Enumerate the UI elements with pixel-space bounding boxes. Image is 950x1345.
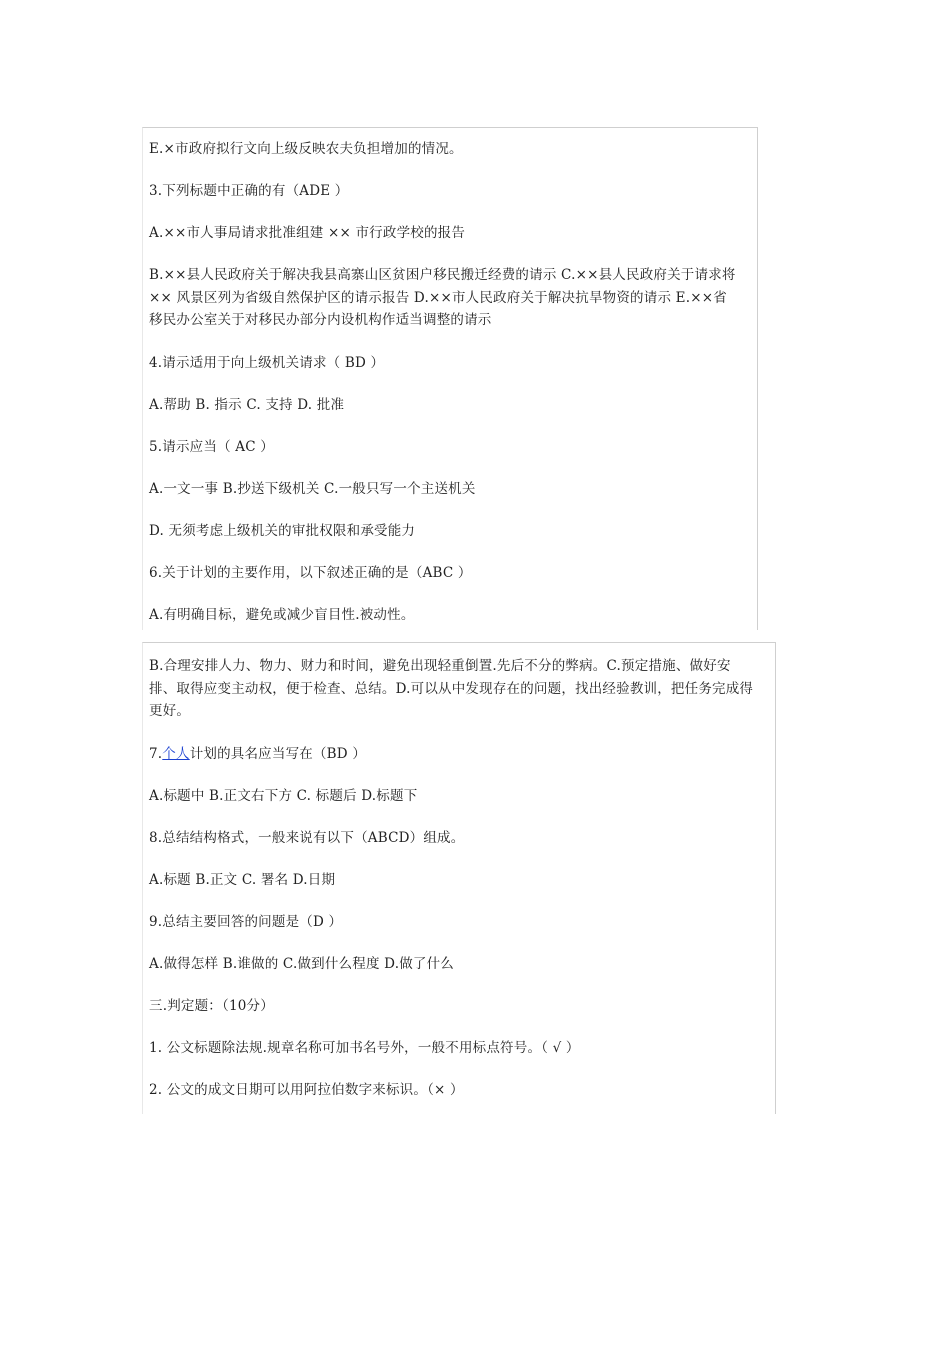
option-paragraph: B.××县人民政府关于解决我县高寨山区贫困户移民搬迁经费的请示 C.××县人民政府关于请求将×× 风景区列为省级自然保护区的请示报告 D.××市人民政府关于解决抗旱物资的请示 E.××省移民办公室关于对移民办部分内设机构作适当调整的请示 (149, 267, 736, 328)
document-panel-2 (142, 642, 776, 1114)
option-paragraph: B.合理安排人力、物力、财力和时间，避免出现轻重倒置.先后不分的弊病。C.预定措施、做好安排、取得应变主动权，便于检查、总结。D.可以从中发现存在的问题，找出经验教训，把任务完成得更好。 (149, 658, 754, 719)
option-line: A.做得怎样 B.谁做的 C.做到什么程度 D.做了什么 (149, 956, 454, 972)
question-text: 计划的具名应当写在（BD ） (189, 746, 367, 762)
question-number: 7. (149, 746, 163, 762)
option-line: A.有明确目标，避免或减少盲目性.被动性。 (149, 607, 415, 623)
option-line: A.标题中 B.正文右下方 C. 标题后 D.标题下 (149, 788, 418, 804)
judgement-2: 2. 公文的成文日期可以用阿拉伯数字来标识。（× ） (149, 1082, 464, 1098)
option-line: A.帮助 B. 指示 C. 支持 D. 批准 (149, 397, 345, 413)
text-line: E.×市政府拟行文向上级反映农夫负担增加的情况。 (149, 141, 463, 157)
judgement-1: 1. 公文标题除法规.规章名称可加书名号外，一般不用标点符号。（ √ ） (149, 1040, 580, 1056)
question-5: 5.请示应当（ AC ） (149, 439, 274, 455)
question-8: 8.总结结构格式，一般来说有以下（ABCD）组成。 (149, 830, 465, 846)
option-line: D. 无须考虑上级机关的审批权限和承受能力 (149, 523, 416, 539)
option-line: A.××市人事局请求批准组建 ×× 市行政学校的报告 (149, 225, 466, 241)
personal-link[interactable]: 个人 (162, 746, 190, 762)
question-9: 9.总结主要回答的问题是（D ） (149, 914, 343, 930)
option-line: A.一文一事 B.抄送下级机关 C.一般只写一个主送机关 (149, 481, 476, 497)
document-panel-1 (142, 127, 758, 630)
question-7 (149, 743, 765, 765)
question-6: 6.关于计划的主要作用，以下叙述正确的是（ABC ） (149, 565, 472, 581)
section-heading: 三.判定题：（10分） (149, 998, 274, 1014)
question-3: 3.下列标题中正确的有（ADE ） (149, 183, 349, 199)
option-line: A.标题 B.正文 C. 署名 D.日期 (149, 872, 336, 888)
question-4: 4.请示适用于向上级机关请求（ BD ） (149, 355, 385, 371)
